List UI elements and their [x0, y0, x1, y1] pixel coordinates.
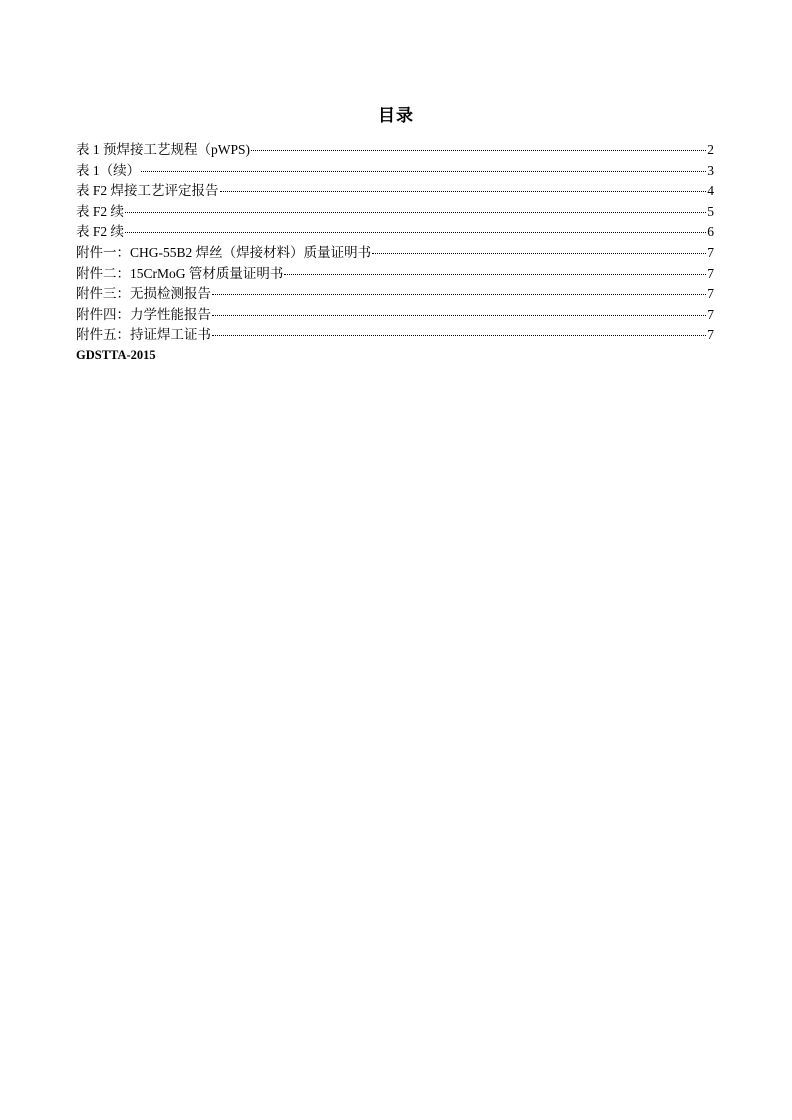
toc-leader-dots	[141, 167, 706, 172]
toc-leader-dots	[251, 146, 706, 151]
toc-entry-page: 5	[707, 203, 714, 219]
toc-entry-label: 附件三：无损检测报告	[76, 286, 211, 302]
toc-leader-dots	[212, 331, 706, 336]
toc-entry-page: 4	[707, 183, 714, 199]
toc-entry[interactable]	[76, 243, 714, 264]
toc-leader-dots	[212, 311, 706, 316]
toc-entry[interactable]	[76, 202, 714, 223]
toc-leader-dots	[284, 270, 706, 275]
toc-entry-page: 2	[707, 142, 714, 157]
toc-entry[interactable]	[76, 181, 714, 202]
toc-entry-label: 表 1（续）	[76, 162, 141, 178]
toc-entry-page: 7	[707, 244, 714, 260]
toc-entry[interactable]	[76, 284, 714, 305]
toc-entry-page: 6	[707, 224, 714, 240]
toc-list	[76, 140, 714, 346]
toc-entry[interactable]	[76, 325, 714, 346]
toc-leader-dots	[220, 187, 707, 192]
toc-entry-label: 表 1 预焊接工艺规程（pWPS)	[76, 142, 251, 157]
toc-title: 目录	[378, 106, 414, 126]
toc-entry-page: 7	[707, 327, 714, 343]
toc-entry[interactable]	[76, 264, 714, 285]
toc-leader-dots	[212, 290, 706, 295]
toc-entry[interactable]	[76, 140, 714, 161]
toc-entry-label: 表 F2 续	[76, 203, 125, 219]
toc-entry-page: 7	[707, 286, 714, 302]
toc-entry-label: 附件五：持证焊工证书	[76, 327, 211, 343]
document-code: GDSTTA-2015	[76, 348, 156, 362]
toc-entry[interactable]	[76, 222, 714, 243]
toc-entry-page: 3	[707, 162, 714, 178]
toc-entry-label: 附件二：15CrMoG 管材质量证明书	[76, 265, 284, 281]
toc-entry-label: 表 F2 续	[76, 224, 125, 240]
toc-entry-page: 7	[707, 306, 714, 322]
toc-leader-dots	[125, 208, 706, 213]
toc-entry-label: 表 F2 焊接工艺评定报告	[76, 183, 219, 199]
toc-entry[interactable]	[76, 161, 714, 182]
toc-entry[interactable]	[76, 305, 714, 326]
toc-entry-label: 附件一：CHG-55B2 焊丝（焊接材料）质量证明书	[76, 244, 372, 260]
toc-entry-label: 附件四：力学性能报告	[76, 306, 211, 322]
toc-leader-dots	[372, 249, 706, 254]
toc-entry-page: 7	[707, 265, 714, 281]
toc-leader-dots	[125, 228, 706, 233]
